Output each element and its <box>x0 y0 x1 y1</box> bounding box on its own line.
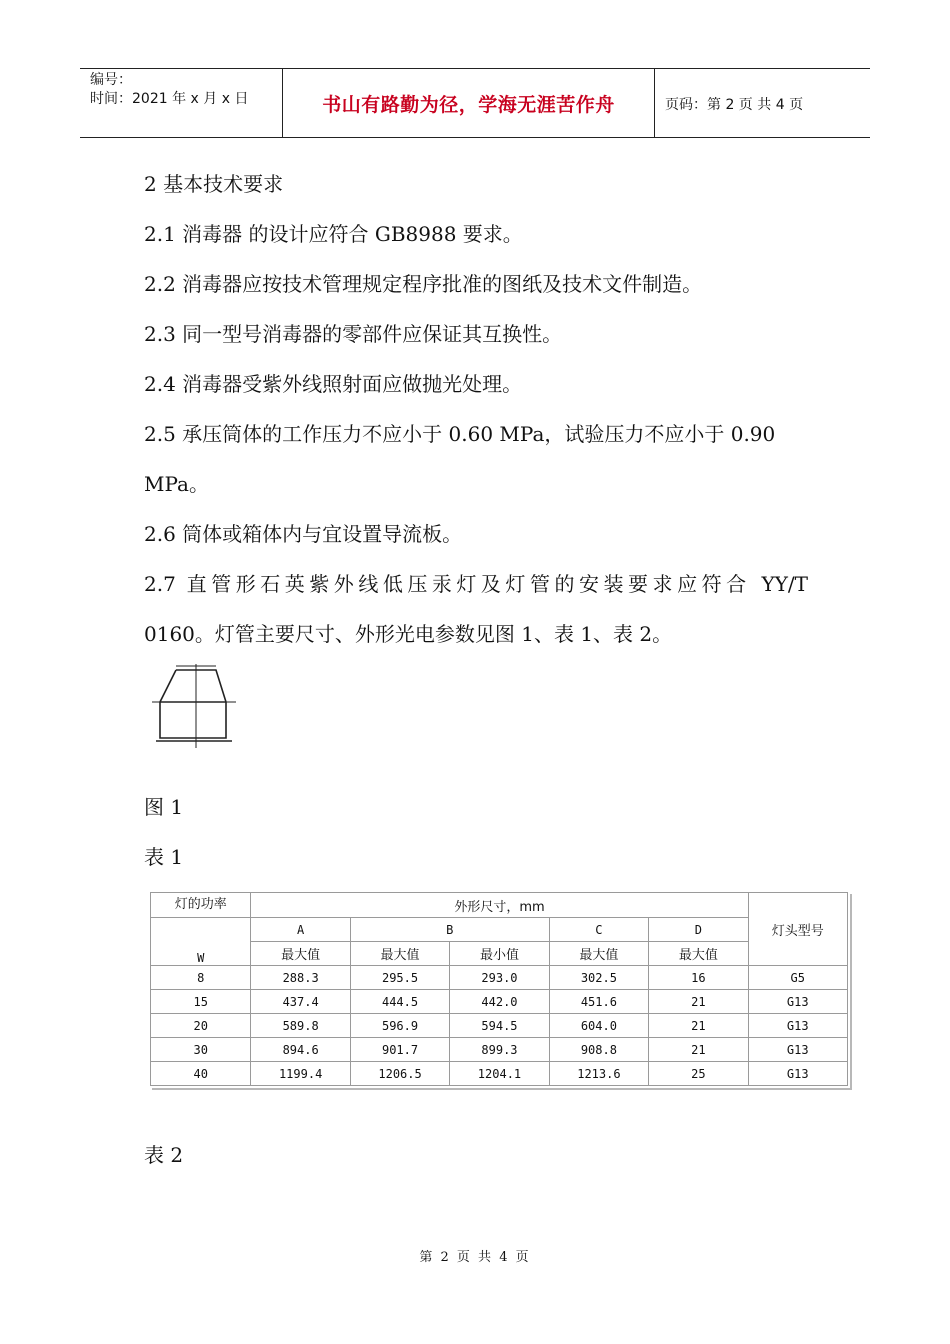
cell-d-max: 21 <box>649 1014 748 1038</box>
cell-b-max: 596.9 <box>350 1014 449 1038</box>
cell-b-max: 444.5 <box>350 990 449 1014</box>
header-dimensions: 外形尺寸，mm <box>251 893 748 918</box>
section-title: 2 基本技术要求 <box>144 172 284 196</box>
cell-lamp-base: G5 <box>748 966 847 990</box>
header-dim-a: A <box>251 918 350 942</box>
header-motto: 书山有路勤为径，学海无涯苦作舟 <box>283 69 655 137</box>
document-time-label: 时间：2021 年 x 月 x 日 <box>90 91 249 107</box>
cell-power: 30 <box>151 1038 251 1062</box>
cell-b-min: 594.5 <box>450 1014 549 1038</box>
clause-2-5-line1: 2.5 承压筒体的工作压力不应小于 0.60 MPa，试验压力不应小于 0.90 <box>144 422 776 446</box>
table-row <box>151 1062 848 1086</box>
table-row <box>151 1038 848 1062</box>
table-2-caption: 表 2 <box>144 1143 184 1167</box>
document-number-label: 编号： <box>90 72 132 88</box>
header-b-max: 最大值 <box>350 942 449 966</box>
cell-a-max: 589.8 <box>251 1014 350 1038</box>
table-row <box>151 990 848 1014</box>
clause-2-2: 2.2 消毒器应按技术管理规定程序批准的图纸及技术文件制造。 <box>144 272 703 296</box>
clause-2-3: 2.3 同一型号消毒器的零部件应保证其互换性。 <box>144 322 563 346</box>
cell-a-max: 288.3 <box>251 966 350 990</box>
cell-lamp-base: G13 <box>748 1038 847 1062</box>
cell-b-min: 1204.1 <box>450 1062 549 1086</box>
header-power-unit: W <box>151 918 251 966</box>
cell-a-max: 437.4 <box>251 990 350 1014</box>
table-row <box>151 966 848 990</box>
cell-a-max: 894.6 <box>251 1038 350 1062</box>
cell-d-max: 16 <box>649 966 748 990</box>
cell-d-max: 25 <box>649 1062 748 1086</box>
cell-c-max: 604.0 <box>549 1014 648 1038</box>
header-page-info: 页码：第 2 页 共 4 页 <box>665 97 804 113</box>
header-dim-b: B <box>350 918 549 942</box>
clause-2-6: 2.6 筒体或箱体内与宜设置导流板。 <box>144 522 463 546</box>
page-footer: 第 2 页 共 4 页 <box>419 1250 531 1265</box>
lamp-outline-figure <box>152 664 242 748</box>
header-lamp-base: 灯头型号 <box>748 893 847 966</box>
cell-power: 20 <box>151 1014 251 1038</box>
cell-c-max: 302.5 <box>549 966 648 990</box>
cell-c-max: 1213.6 <box>549 1062 648 1086</box>
figure-1-caption: 图 1 <box>144 795 184 819</box>
clause-2-7-line1: 2.7 直管形石英紫外线低压汞灯及灯管的安装要求应符合 YY/T <box>144 572 808 596</box>
lamp-body-outline <box>160 670 226 738</box>
lamp-dimension-grid <box>150 892 848 1086</box>
header-d-max: 最大值 <box>649 942 748 966</box>
header-b-min: 最小值 <box>450 942 549 966</box>
header-power: 灯的功率 <box>151 893 251 918</box>
clause-2-1: 2.1 消毒器 的设计应符合 GB8988 要求。 <box>144 222 523 246</box>
cell-lamp-base: G13 <box>748 1062 847 1086</box>
page-header <box>80 68 870 138</box>
table-1-caption: 表 1 <box>144 845 184 869</box>
clause-2-5-line2: MPa。 <box>144 472 209 496</box>
clause-2-7-line2: 0160。灯管主要尺寸、外形光电参数见图 1、表 1、表 2。 <box>144 622 673 646</box>
header-dim-c: C <box>549 918 648 942</box>
cell-d-max: 21 <box>649 990 748 1014</box>
cell-lamp-base: G13 <box>748 990 847 1014</box>
cell-b-max: 295.5 <box>350 966 449 990</box>
cell-b-min: 442.0 <box>450 990 549 1014</box>
cell-b-max: 901.7 <box>350 1038 449 1062</box>
cell-power: 8 <box>151 966 251 990</box>
cell-b-min: 293.0 <box>450 966 549 990</box>
cell-d-max: 21 <box>649 1038 748 1062</box>
cell-power: 15 <box>151 990 251 1014</box>
cell-lamp-base: G13 <box>748 1014 847 1038</box>
header-c-max: 最大值 <box>549 942 648 966</box>
cell-c-max: 451.6 <box>549 990 648 1014</box>
header-dim-d: D <box>649 918 748 942</box>
clause-2-4: 2.4 消毒器受紫外线照射面应做抛光处理。 <box>144 372 523 396</box>
cell-b-min: 899.3 <box>450 1038 549 1062</box>
cell-power: 40 <box>151 1062 251 1086</box>
header-a-max: 最大值 <box>251 942 350 966</box>
cell-a-max: 1199.4 <box>251 1062 350 1086</box>
header-meta-cell <box>80 69 283 137</box>
lamp-dimension-table <box>150 892 850 1088</box>
cell-b-max: 1206.5 <box>350 1062 449 1086</box>
cell-c-max: 908.8 <box>549 1038 648 1062</box>
table-row <box>151 1014 848 1038</box>
